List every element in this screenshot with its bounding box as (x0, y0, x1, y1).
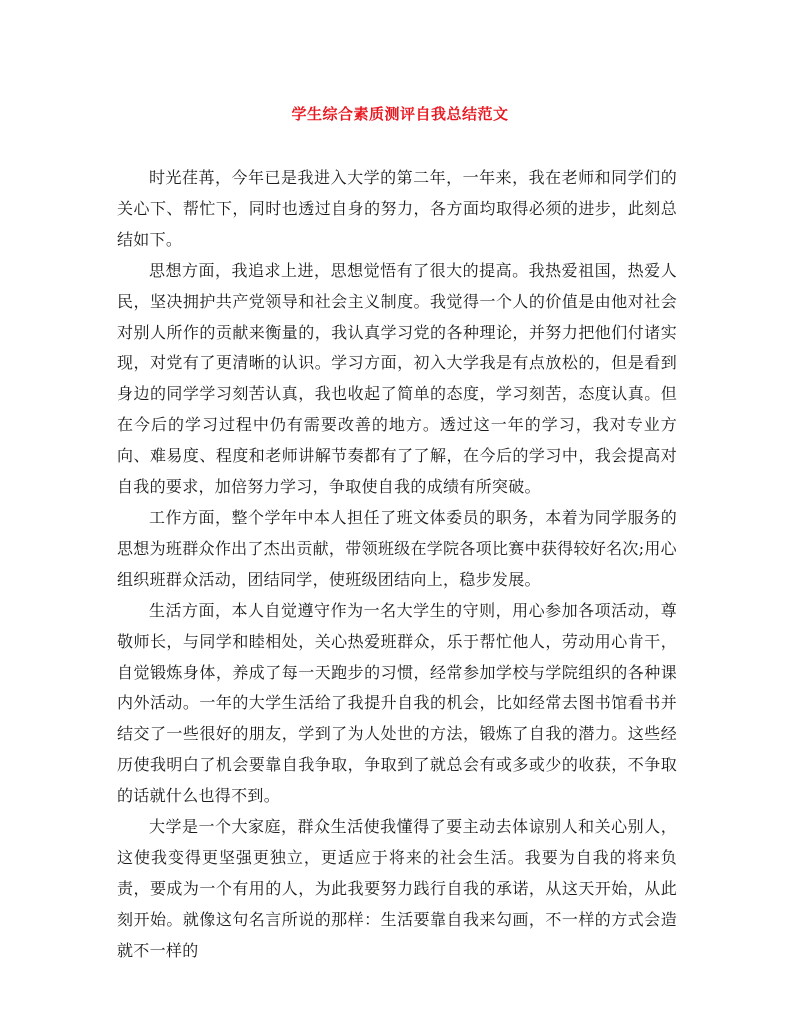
document-body (117, 163, 677, 967)
paragraph-intro: 时光荏苒，今年已是我进入大学的第二年，一年来，我在老师和同学们的关心下、帮忙下，同时也透过自身的努力，各方面均取得必须的进步，此刻总结如下。 (117, 168, 677, 249)
paragraph-thought-study: 思想方面，我追求上进，思想觉悟有了很大的提高。我热爱祖国，热爱人民，坚决拥护共产党领导和社会主义制度。我觉得一个人的价值是由他对社会对别人所作的贡献来衡量的，我认真学习党的各种理论，并努力把他们付诸实现，对党有了更清晰的认识。学习方面，初入大学我是有点放松的，但是看到身边的同学学习刻苦认真，我也收起了简单的态度，学习刻苦，态度认真。但在今后的学习过程中仍有需要改善的地方。透过这一年的学习，我对专业方向、难易度、程度和老师讲解节奏都有了了解，在今后的学习中，我会提高对自我的要求，加倍努力学习，争取使自我的成绩有所突破。 (117, 260, 677, 497)
paragraph-university: 大学是一个大家庭，群众生活使我懂得了要主动去体谅别人和关心别人，这使我变得更坚强更独立，更适应于将来的社会生活。我要为自我的将来负责，要成为一个有用的人，为此我要努力践行自我的承诺，从这天开始，从此刻开始。就像这句名言所说的那样：生活要靠自我来勾画，不一样的方式会造就不一样的 (117, 817, 677, 960)
paragraph-life: 生活方面，本人自觉遵守作为一名大学生的守则，用心参加各项活动，尊敬师长，与同学和睦相处，关心热爱班群众，乐于帮忙他人，劳动用心肯干，自觉锻炼身体，养成了每一天跑步的习惯，经常参加学校与学院组织的各种课内外活动。一年的大学生活给了我提升自我的机会，比如经常去图书馆看书并结交了一些很好的朋友，学到了为人处世的方法，锻炼了自我的潜力。这些经历使我明白了机会要靠自我争取，争取到了就总会有或多或少的收获，不争取的话就什么也得不到。 (117, 600, 677, 806)
document-title: 学生综合素质测评自我总结范文 (291, 105, 509, 123)
paragraph-work: 工作方面，整个学年中本人担任了班文体委员的职务，本着为同学服务的思想为班群众作出了杰出贡献，带领班级在学院各项比赛中获得较好名次;用心组织班群众活动，团结同学，使班级团结向上，稳步发展。 (117, 507, 677, 589)
